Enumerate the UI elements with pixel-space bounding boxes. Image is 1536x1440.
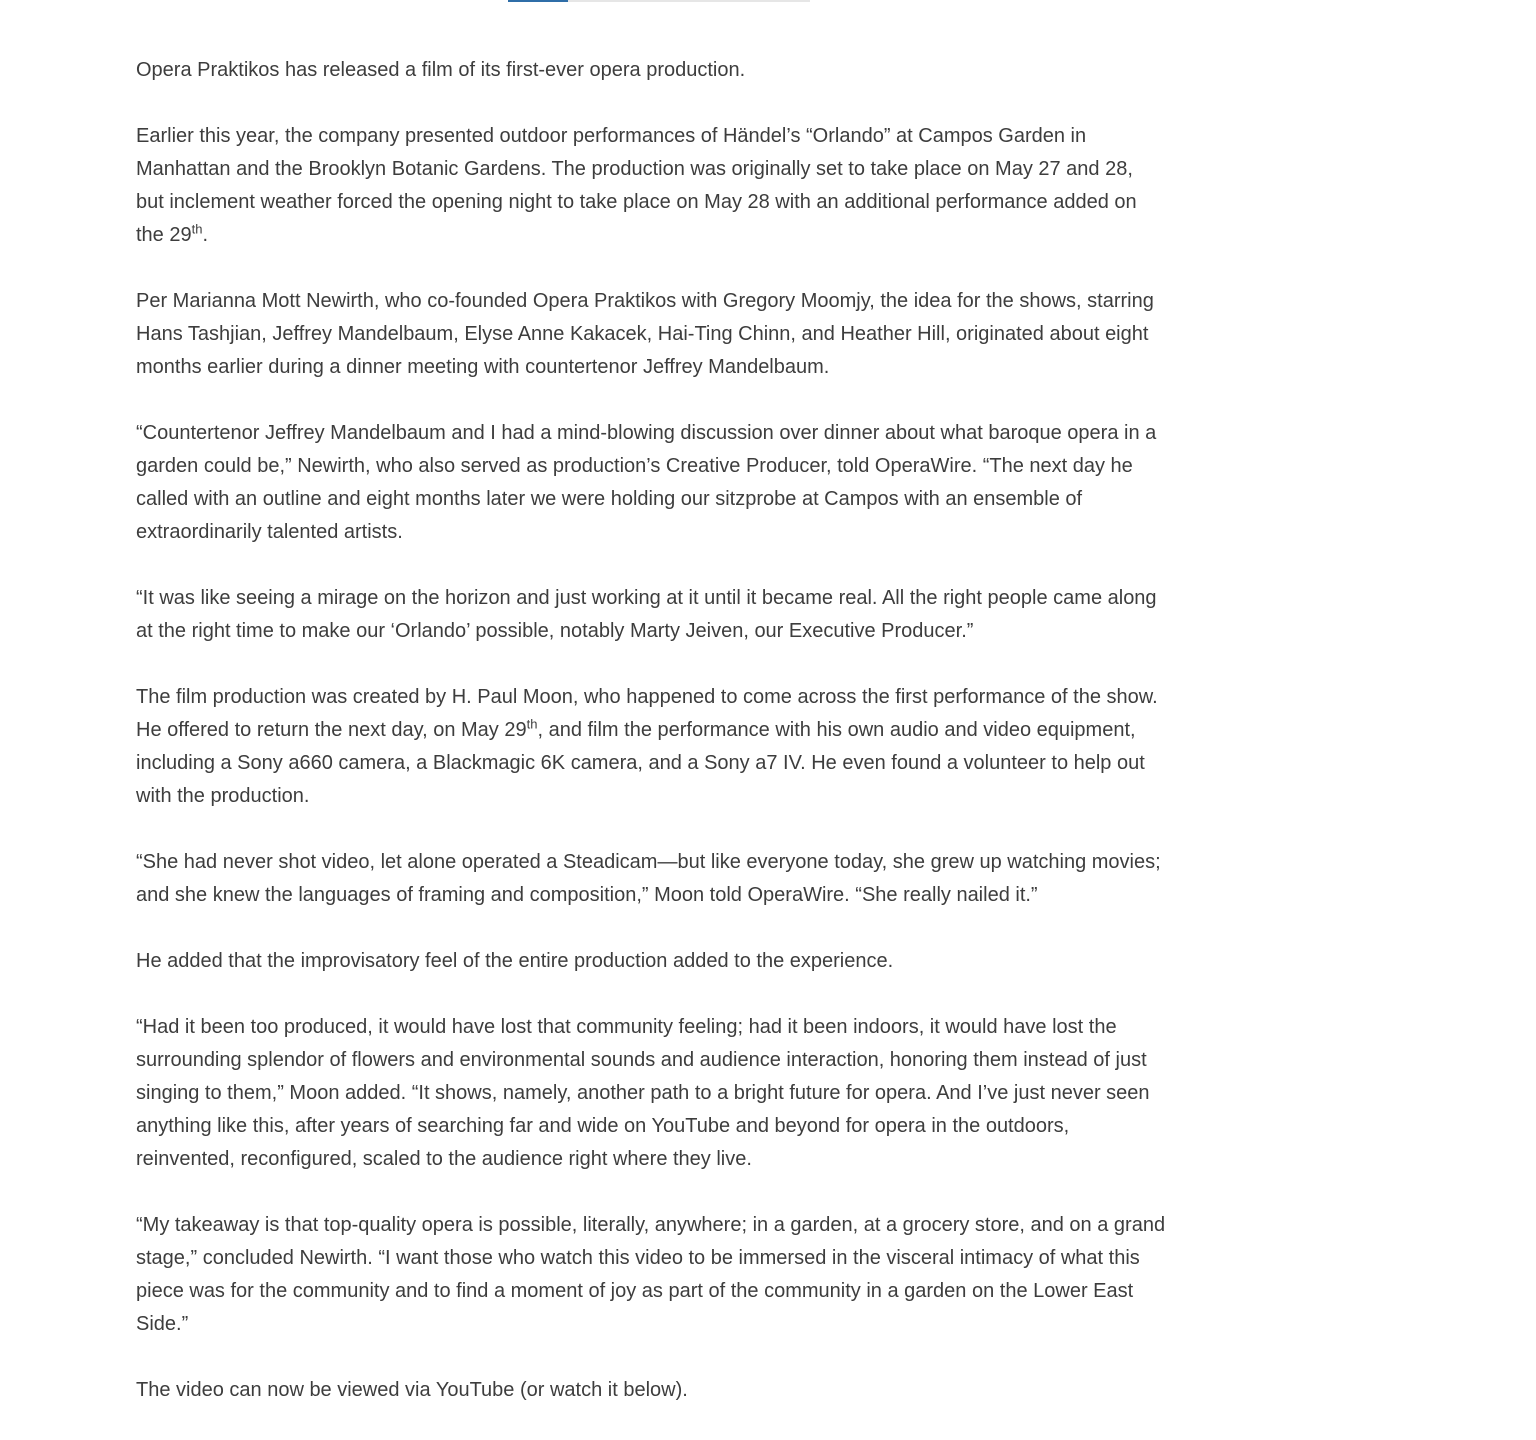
article-paragraph-1: Opera Praktikos has released a film of its first-ever opera production. [136,59,746,81]
reading-progress-bar [508,0,810,2]
article-paragraph-8: He added that the improvisatory feel of the entire production added to the experience. [136,950,894,972]
paragraph-text-end: . [202,224,209,246]
article-paragraph-5: “It was like seeing a mirage on the horizon and just working at it until it became real. All the right people came along at the right time to make our ‘Orlando’ possible, notably Marty Jeiven, our Executive Producer.” [136,587,1157,642]
reading-progress-fill [508,0,568,2]
article-body [136,54,1166,1440]
paragraph-text: Earlier this year, the company presented outdoor performances of Händel’s “Orlando” at Campos Garden in Manhattan and the Brooklyn Botanic Gardens. The production was originally set to take place on May 27 and 28, but inclement weather forced the opening night to take place on May 28 with an additional performance added on the 29 [136,125,1137,246]
article-paragraph-7: “She had never shot video, let alone operated a Steadicam—but like everyone today, she grew up watching movies; and she knew the languages of framing and composition,” Moon told OperaWire. “She really nailed it.” [136,851,1161,906]
article-paragraph-3: Per Marianna Mott Newirth, who co-founded Opera Praktikos with Gregory Moomjy, the idea for the shows, starring Hans Tashjian, Jeffrey Mandelbaum, Elyse Anne Kakacek, Hai-Ting Chinn, and Heather Hill, originated about eight months earlier during a dinner meeting with countertenor Jeffrey Mandelbaum. [136,290,1154,378]
paragraph-text: The film production was created by H. Paul Moon, who happened to come across the first performance of the show. He offered to return the next day, on May 29 [136,686,1158,741]
article-paragraph-4: “Countertenor Jeffrey Mandelbaum and I had a mind-blowing discussion over dinner about what baroque opera in a garden could be,” Newirth, who also served as production’s Creative Producer, told OperaWire. “The next day he called with an outline and eight months later we were holding our sitzprobe at Campos with an ensemble of extraordinarily talented artists. [136,422,1157,543]
article-paragraph-11: The video can now be viewed via YouTube (or watch it below). [136,1379,688,1401]
article-paragraph-6 [136,681,1166,813]
article-paragraph-10: “My takeaway is that top-quality opera is possible, literally, anywhere; in a garden, at a grocery store, and on a grand stage,” concluded Newirth. “I want those who watch this video to be immersed in the visceral intimacy of what this piece was for the community and to find a moment of joy as part of the community in a garden on the Lower East Side.” [136,1214,1166,1335]
ordinal-suffix: th [526,716,538,732]
ordinal-suffix: th [191,221,203,237]
article-paragraph-2 [136,120,1166,252]
paragraph-text-end: , and film the performance with his own audio and video equipment, including a Sony a660 camera, a Blackmagic 6K camera, and a Sony a7 IV. He even found a volunteer to help out with the production. [136,719,1145,807]
article-paragraph-9: “Had it been too produced, it would have lost that community feeling; had it been indoors, it would have lost the surrounding splendor of flowers and environmental sounds and audience interaction, honoring them instead of just singing to them,” Moon added. “It shows, namely, another path to a bright future for opera. And I’ve just never seen anything like this, after years of searching far and wide on YouTube and beyond for opera in the outdoors, reinvented, reconfigured, scaled to the audience right where they live. [136,1016,1150,1170]
